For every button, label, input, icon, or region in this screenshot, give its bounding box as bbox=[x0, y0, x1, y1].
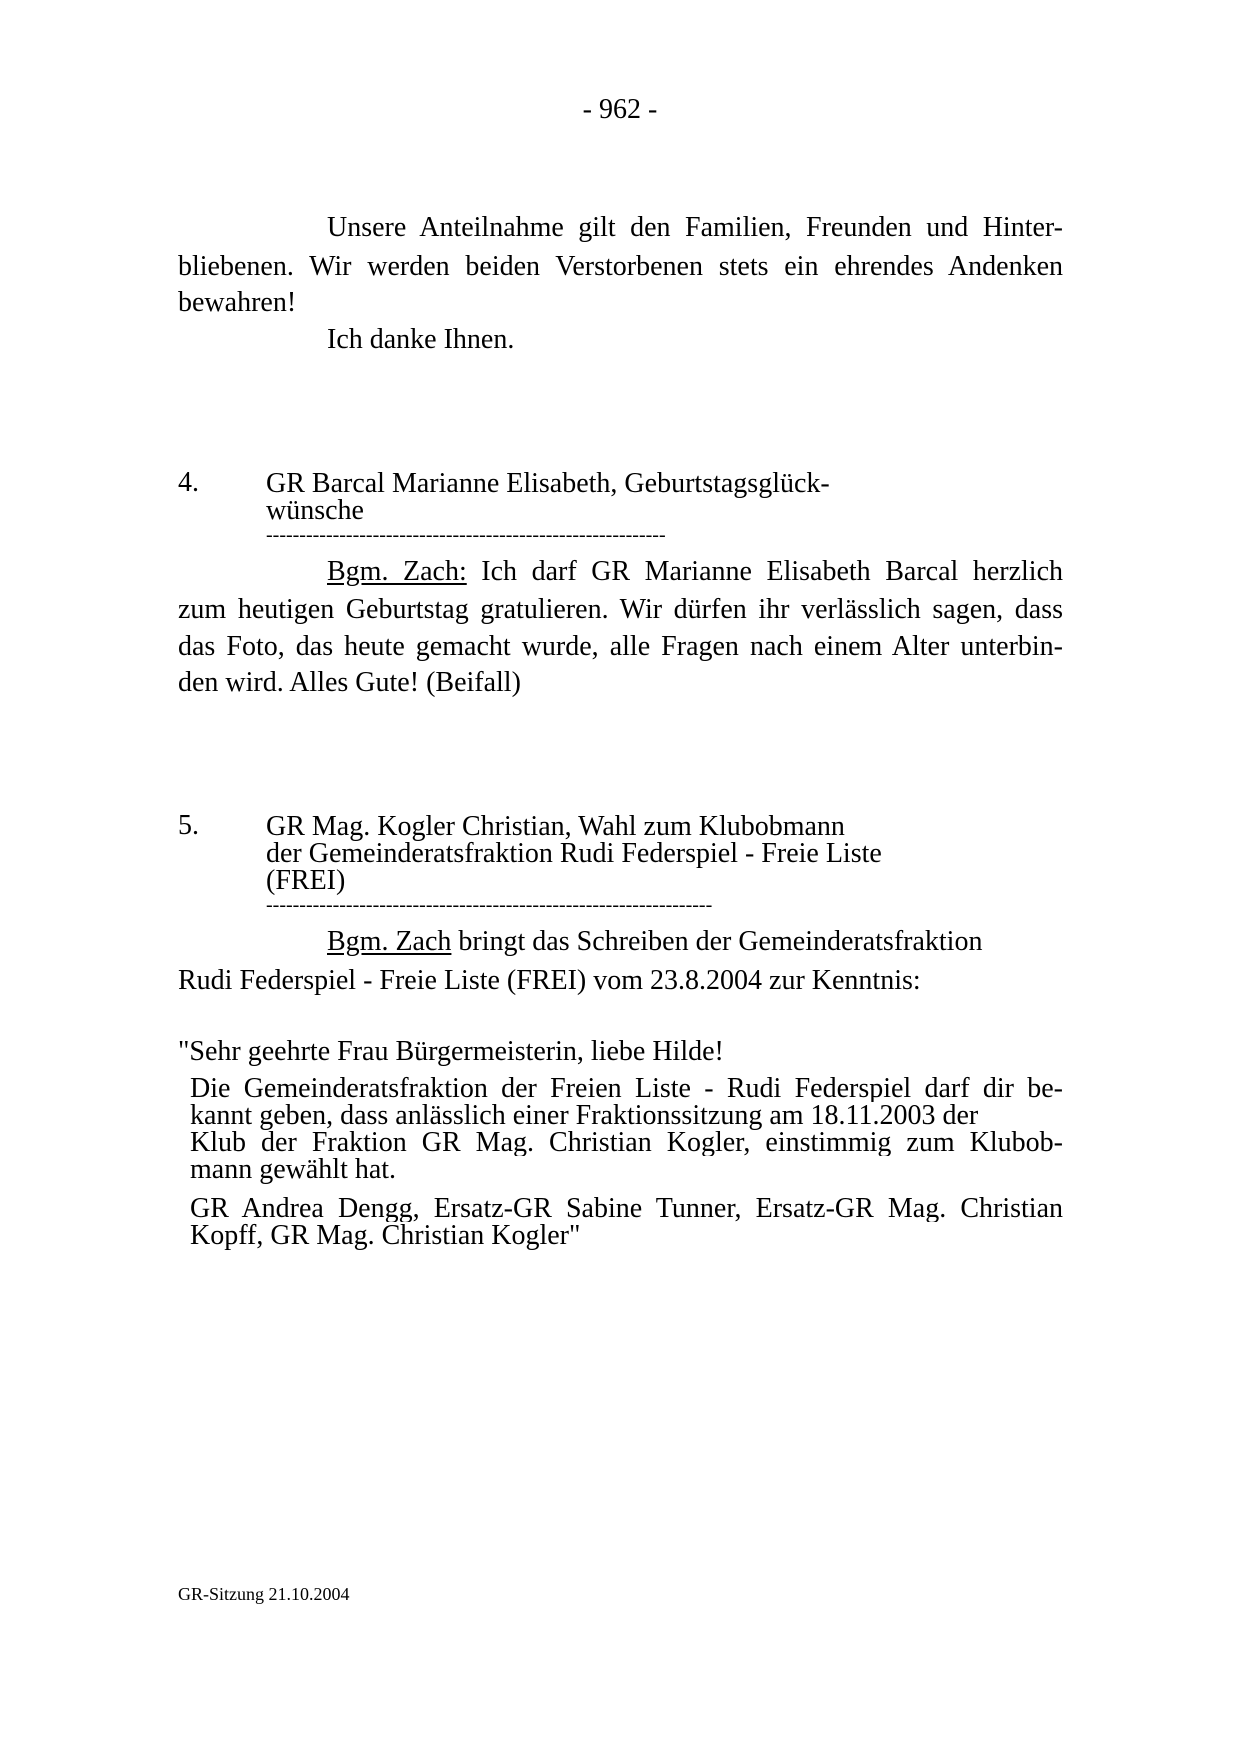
item5-line-2: Rudi Federspiel - Freie Liste (FREI) vom 23.8.2004 zur Kenntnis: bbox=[178, 965, 921, 996]
item4-line-1 bbox=[327, 554, 1063, 590]
page-number: - 962 - bbox=[582, 94, 658, 125]
item-title-line-3: (FREI) bbox=[266, 865, 346, 896]
item-title-line-2: der Gemeinderatsfraktion Rudi Federspiel - Freie Liste bbox=[266, 838, 882, 869]
letter-p1-line-2: kannt geben, dass anlässlich einer Fraktionssitzung am 18.11.2003 der bbox=[190, 1100, 979, 1131]
footer: GR-Sitzung 21.10.2004 bbox=[178, 1584, 350, 1604]
item-title-rule: ------------------------------------------------------------ bbox=[266, 524, 666, 546]
letter-paragraph-2 bbox=[190, 1195, 1063, 1249]
letter-salutation: "Sehr geehrte Frau Bürgermeisterin, liebe Hilde! bbox=[178, 1036, 724, 1067]
intro-line-2: bliebenen. Wir werden beiden Verstorbenen stets ein ehrendes Andenken bbox=[178, 251, 1063, 282]
item-title-rule: ------------------------------------------------------------------- bbox=[266, 894, 713, 916]
item-number: 5. bbox=[178, 810, 199, 841]
item-number: 4. bbox=[178, 467, 199, 498]
item-title-line-1: GR Mag. Kogler Christian, Wahl zum Klubobmann bbox=[266, 811, 845, 842]
intro-thanks: Ich danke Ihnen. bbox=[327, 324, 515, 355]
item4-line-3: das Foto, das heute gemacht wurde, alle Fragen nach einem Alter unterbin- bbox=[178, 631, 1063, 662]
letter-p1-line-3: Klub der Fraktion GR Mag. Christian Kogler, einstimmig zum Klubob- bbox=[190, 1129, 1063, 1156]
item4-line-1-text: Ich darf GR Marianne Elisabeth Barcal herzlich bbox=[481, 556, 1063, 587]
item4-line-4: den wird. Alles Gute! (Beifall) bbox=[178, 667, 521, 698]
item-title-line-2: wünsche bbox=[266, 495, 364, 526]
speaker-name: Bgm. Zach bbox=[327, 926, 452, 957]
letter-p1-line-4: mann gewählt hat. bbox=[190, 1154, 397, 1185]
intro-line-1: Unsere Anteilnahme gilt den Familien, Freunden und Hinter- bbox=[327, 212, 1063, 243]
item-title bbox=[266, 470, 830, 546]
letter-p1-line-1: Die Gemeinderatsfraktion der Freien Liste - Rudi Federspiel darf dir be- bbox=[190, 1075, 1063, 1102]
item5-line-1 bbox=[327, 924, 982, 960]
intro-line-3: bewahren! bbox=[178, 287, 297, 318]
speaker-name: Bgm. Zach: bbox=[327, 556, 467, 587]
letter-p2-line-2: Kopff, GR Mag. Christian Kogler" bbox=[190, 1220, 581, 1251]
letter-paragraph-1 bbox=[190, 1075, 1063, 1183]
item-title-line-1: GR Barcal Marianne Elisabeth, Geburtstagsglück- bbox=[266, 468, 830, 499]
item5-line-1-text: bringt das Schreiben der Gemeinderatsfraktion bbox=[451, 926, 983, 957]
item-title bbox=[266, 813, 882, 916]
letter-p2-line-1: GR Andrea Dengg, Ersatz-GR Sabine Tunner, Ersatz-GR Mag. Christian bbox=[190, 1195, 1063, 1222]
item4-line-2: zum heutigen Geburtstag gratulieren. Wir dürfen ihr verlässlich sagen, dass bbox=[178, 594, 1063, 625]
